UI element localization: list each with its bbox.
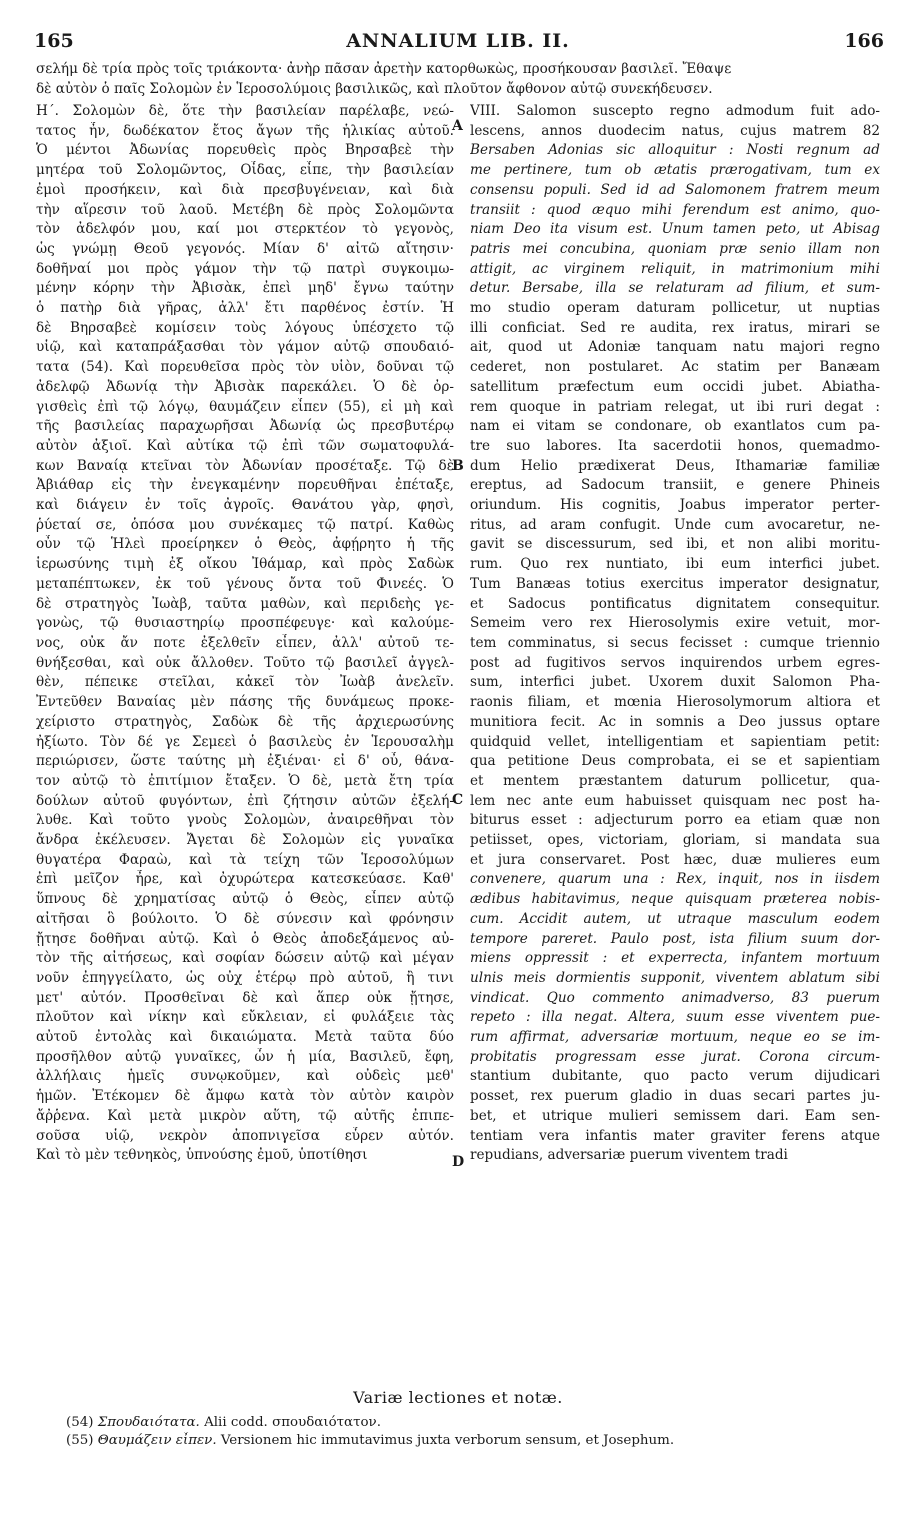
latin-text-line: munitiora fecit. Ac in somnis a Deo jussus optare — [470, 713, 880, 730]
note-number: (55) — [66, 1433, 94, 1448]
latin-text-line: raonis filiam, et mœnia Hierosolymorum altiora et — [470, 694, 880, 711]
greek-text-line: ἠξίωτο. Τὸν δέ γε Σεμεεὶ ὁ βασιλεὺς ἐν Ἱερουσαλὴμ — [36, 733, 454, 750]
latin-text-line: cum. Accidit autem, ut utraque masculum eodem — [470, 910, 880, 927]
greek-text-line: θνήξεσθαι, καὶ οὐκ ἄλλοθεν. Τοῦτο τῷ βασιλεῖ ἀγγελ- — [36, 654, 454, 671]
latin-text-line: tre suo labores. Ita sacerdotii honos, quemadmo- — [470, 437, 880, 454]
latin-text-line: tem comminatus, si secus fecisset : cumque triennio — [470, 634, 880, 651]
latin-text-line: miens oppressit : et experrecta, infantem mortuum — [470, 950, 880, 967]
latin-text-line: biturus esset : adjecturum porro ea etiam quæ non — [470, 812, 880, 829]
notes-heading: Variæ lectiones et notæ. — [353, 1388, 563, 1407]
latin-text-line: ereptus, ad Sadocum transiit, e genere Phineis — [470, 477, 880, 494]
latin-text-line: probitatis progressam esse jurat. Corona circum- — [470, 1048, 880, 1065]
latin-text-line: repeto : illa negat. Altera, suum esse viventem pue- — [470, 1009, 880, 1026]
greek-text-line: αὐτὸν ἀξιοῖ. Καὶ αὐτίκα τῷ ἐπὶ τῶν σωματοφυλά- — [36, 437, 454, 454]
latin-text-line: ritus, ad aram confugit. Unde cum avocaretur, ne- — [470, 516, 880, 533]
greek-text-line: θὲν, πέπεικε στεῖλαι, κἀκεῖ τὸν Ἰωὰβ ἀνελεῖν. — [36, 674, 454, 691]
latin-text-line: me pertinere, tum ob ætatis prærogativam, tum ex — [470, 162, 880, 179]
latin-text-line: sum, interfici jubet. Uxorem duxit Salomon Pha- — [470, 674, 880, 691]
greek-text-line: θυγατέρα Φαραὼ, καὶ τὰ τείχη τῶν Ἱεροσολύμων — [36, 851, 454, 868]
greek-text-line: μετ' αὐτόν. Προσθεῖναι δὲ καὶ ἅπερ οὐκ ᾔτησε, — [36, 989, 454, 1006]
page-number-left: 165 — [34, 30, 74, 52]
greek-text-line: Ἐντεῦθεν Βαναίας μὲν πάσης τῆς δυνάμεως προκε- — [36, 694, 454, 711]
latin-column — [470, 102, 880, 1166]
latin-text-line: Tum Banæas totius exercitus imperator designatur, — [470, 575, 880, 592]
greek-text-line: Ἀβιάθαρ εἰς τὴν ἐνεγκαμένην πορευθῆναι ἐπέταξε, — [36, 477, 454, 494]
note-item — [66, 1432, 876, 1450]
greek-text-line: ὕπνους δὲ χρηματίσας αὐτῷ ὁ Θεὸς, εἶπεν αὐτῷ — [36, 891, 454, 908]
greek-text-line: αὐτοῦ ἐντολὰς καὶ δικαιώματα. Μετὰ ταῦτα δύο — [36, 1029, 454, 1046]
greek-text-line: τὸν ἀδελφόν μου, καί μοι στερκτέον τὸ γεγονὸς, — [36, 221, 454, 238]
greek-text-line: ῥύεταί σε, ὁπόσα μου συνέκαμες τῷ πατρί. Καθὼς — [36, 516, 454, 533]
latin-text-line: dum Helio prædixerat Deus, Ithamariæ familiæ — [470, 457, 880, 474]
latin-text-line: convenere, quarum una : Rex, inquit, nos in iisdem — [470, 871, 880, 888]
greek-text-line: οὖν τῷ Ἡλεὶ προείρηκεν ὁ Θεὸς, ἀφῄρητο ἡ τῆς — [36, 536, 454, 553]
greek-text-line: υἱῷ, καὶ καταπράξασθαι τὸν γάμον αὐτῷ σπουδαιό- — [36, 339, 454, 356]
latin-text-line: mo studio operam daturam pollicetur, ut nuptias — [470, 300, 880, 317]
running-header — [30, 30, 886, 56]
greek-text-line: τὸν τῆς αἰτήσεως, καὶ σοφίαν δώσειν αὐτῷ καὶ μέγαν — [36, 950, 454, 967]
greek-text-line: τατα (54). Καὶ πορευθεῖσα πρὸς τὸν υἱὸν, δοῦναι τῷ — [36, 359, 454, 376]
greek-text-line: μένην κόρην τὴν Ἀβισὰκ, ἐπεὶ μηδ' ἔγνω ταύτην — [36, 280, 454, 297]
latin-text-line: oriundum. His cognitis, Joabus imperator perter- — [470, 497, 880, 514]
greek-text-line: γονὼς, τῷ θυσιαστηρίῳ προσπέφευγε· καὶ καλούμε- — [36, 615, 454, 632]
greek-text-line: χείριστο στρατηγὸς, Σαδὼκ δὲ τῆς ἀρχιερωσύνης — [36, 713, 454, 730]
greek-text-line: ᾔτησε δοθῆναι αὐτῷ. Καὶ ὁ Θεὸς ἀποδεξάμενος αὐ- — [36, 930, 454, 947]
note-text: Alii codd. σπουδαιότατον. — [204, 1415, 381, 1430]
latin-text-line: transiit : quod æquo mihi ferendum est animo, quo- — [470, 201, 880, 218]
greek-text-line: νος, οὐκ ἄν ποτε ἐξελθεῖν εἶπεν, ἀλλ' αὐτοῦ τε- — [36, 634, 454, 651]
latin-text-line: ædibus habitavimus, neque quisquam præterea nobis- — [470, 891, 880, 908]
latin-text-line: lem nec ante eum habuisset quisquam nec post ha- — [470, 792, 880, 809]
greek-text-line: Καὶ τὸ μὲν τεθνηκὸς, ὑπνούσης ἐμοῦ, ὑποτίθησι — [36, 1147, 368, 1164]
greek-text-line: μητέρα τοῦ Σολομῶντος, Οἶδας, εἶπε, τὴν βασιλείαν — [36, 162, 454, 179]
section-marker-c: C — [452, 792, 464, 808]
latin-text-line: ulnis meis dormientis supponit, viventem ablatum sibi — [470, 969, 880, 986]
greek-text-line: μεταπέπτωκεν, ἐκ τοῦ γένους ὄντα τοῦ Φινεές. Ὁ — [36, 575, 454, 592]
latin-text-line: niam Deo ita visum est. Unum tamen peto, ut Abisag — [470, 221, 880, 238]
section-marker-d: D — [452, 1154, 465, 1170]
latin-text-line: cederet, non postularet. Ac statim per Banæam — [470, 359, 880, 376]
greek-text-line: προσῆλθον αὐτῷ γυναῖκες, ὧν ἡ μία, Βασιλεῦ, ἔφη, — [36, 1048, 454, 1065]
latin-text-line: rum. Quo rex nuntiato, ibi eum interfici jubet. — [470, 556, 880, 573]
latin-text-line: lescens, annos duodecim natus, cujus matrem 82 — [470, 122, 880, 139]
greek-text-line: ἀδελφῷ Ἀδωνίᾳ τὴν Ἀβισὰκ παρεκάλει. Ὁ δὲ ὀρ- — [36, 378, 454, 395]
intro-paragraph — [36, 60, 890, 99]
latin-text-line: illi conficiat. Sed re audita, rex iratus, mirari se — [470, 319, 880, 336]
latin-text-line: repudians, adversariæ puerum viventem tradi — [470, 1147, 788, 1164]
greek-text-line: ὁ πατὴρ διὰ γῆρας, ἀλλ' ἔτι παρθένος ἐστίν. Ἡ — [36, 300, 454, 317]
greek-text-line: δὲ Βηρσαβεὲ κομίσειν τοὺς λόγους ὑπέσχετο τῷ — [36, 319, 454, 336]
intro-line: σελήμ δὲ τρία πρὸς τοῖς τριάκοντα· ἀνὴρ πᾶσαν ἀρετὴν κατορθωκὼς, προσήκουσαν βασιλεῖ. Ἔθαψε — [36, 61, 732, 77]
latin-text-line: posset, rex puerum gladio in duas secari partes ju- — [470, 1088, 880, 1105]
greek-text-line: λυθε. Καὶ τοῦτο γνοὺς Σολομὼν, ἀναιρεθῆναι τὸν — [36, 812, 454, 829]
greek-text-line: ἱερωσύνης τιμὴ ἐξ οἴκου Ἰθάμαρ, καὶ πρὸς Σαδὼκ — [36, 556, 454, 573]
notes-list — [66, 1414, 876, 1450]
greek-text-line: δὲ στρατηγὸς Ἰωὰβ, ταῦτα μαθὼν, καὶ περιδεὴς γε- — [36, 595, 454, 612]
latin-text-line: Bersaben Adonias sic alloquitur : Nosti regnum ad — [470, 142, 880, 159]
greek-text-line: καὶ διάγειν ἐν τοῖς ἀγροῖς. Θανάτου γὰρ, φησὶ, — [36, 497, 454, 514]
greek-text-line: κων Βαναίᾳ κτεῖναι τὸν Ἀδωνίαν προσέταξε. Τῷ δὲ — [36, 457, 454, 474]
latin-text-line: petiisset, opes, victoriam, gloriam, si mandata sua — [470, 832, 880, 849]
greek-text-line: Ὁ μέντοι Ἀδωνίας πορευθεὶς πρὸς Βηρσαβεὲ τὴν — [36, 142, 454, 159]
latin-text-line: tentiam vera infantis mater graviter ferens atque — [470, 1127, 880, 1144]
latin-text-line: detur. Bersabe, illa se relaturam ad filium, et sum- — [470, 280, 880, 297]
latin-text-line: stantium dubitante, quo pacto verum dijudicari — [470, 1068, 880, 1085]
section-marker-a: A — [452, 118, 463, 134]
latin-text-line: ait, quod ut Adoniæ tanquam natu majori regno — [470, 339, 880, 356]
greek-text-line: δούλων αὐτοῦ φυγόντων, ἐπὶ ζήτησιν αὐτῶν ἐξελή- — [36, 792, 454, 809]
greek-text-line: ἀλλήλαις ἡμεῖς συνῳκοῦμεν, καὶ οὐδεὶς μεθ' — [36, 1068, 454, 1085]
greek-text-line: πλοῦτον καὶ νίκην καὶ εὔκλειαν, εἰ φυλάξειε τὰς — [36, 1009, 454, 1026]
greek-text-line: ἄνδρα ἐκέλευσεν. Ἄγεται δὲ Σολομὼν εἰς γυναῖκα — [36, 832, 454, 849]
greek-text-line: Η΄. Σολομὼν δὲ, ὅτε τὴν βασιλείαν παρέλαβε, νεώ- — [36, 103, 454, 119]
note-number: (54) — [66, 1415, 94, 1430]
latin-text-line: qua petitione Deus comprobata, ei se et sapientiam — [470, 753, 880, 770]
greek-text-line: ἐμοὶ προσήκειν, καὶ διὰ πρεσβυγένειαν, καὶ διὰ — [36, 181, 454, 198]
note-text: Versionem hic immutavimus juxta verborum sensum, et Josephum. — [220, 1433, 675, 1448]
latin-text-line: et Sadocus pontificatus dignitatem consequitur. — [470, 595, 880, 612]
latin-text-line: gavit se discessurum, sed ibi, et non alibi moritu- — [470, 536, 880, 553]
latin-text-line: rum affirmat, adversariæ mortuum, neque eo se im- — [470, 1029, 880, 1046]
greek-text-line: σοῦσα υἱῷ, νεκρὸν ἀποπνιγεῖσα εὗρεν αὐτόν. — [36, 1127, 454, 1144]
latin-text-line: et jura conservaret. Post hæc, duæ mulieres eum — [470, 851, 880, 868]
latin-text-line: nam ei vitam se condonare, ob exantlatos cum pa- — [470, 418, 880, 435]
latin-text-line: et mentem præstantem daturum pollicetur, qua- — [470, 772, 880, 789]
latin-text-line: vindicat. Quo commento animadverso, 83 puerum — [470, 989, 880, 1006]
greek-text-line: τον αὐτῷ τὸ ἐπιτίμιον ἔταξεν. Ὁ δὲ, μετὰ ἔτη τρία — [36, 772, 454, 789]
greek-text-line: ἡμῶν. Ἐτέκομεν δὲ ἄμφω κατὰ τὸν αὐτὸν καιρὸν — [36, 1088, 454, 1105]
greek-text-line: ἄῤῥενα. Καὶ μετὰ μικρὸν αὕτη, τῷ αὐτῆς ἐπιπε- — [36, 1107, 454, 1124]
note-item — [66, 1414, 876, 1432]
greek-column — [36, 102, 454, 1166]
note-lemma: Σπουδαιότατα. — [97, 1415, 200, 1430]
greek-text-line: ἐπὶ μεῖζον ἦρε, καὶ ὀχυρώτερα κατεσκεύασε. Καθ' — [36, 871, 454, 888]
greek-text-line: τῆς βασιλείας παραχωρῆσαι Ἀδωνίᾳ ὡς πρεσβυτέρῳ — [36, 418, 454, 435]
latin-text-line: satellitum præfectum eum occidi jubet. Abiatha- — [470, 378, 880, 395]
greek-text-line: ὡς γνώμῃ Θεοῦ γεγονός. Μίαν δ' αἰτῶ αἴτησιν· — [36, 240, 454, 257]
latin-text-line: Semeim vero rex Hierosolymis exire vetuit, mor- — [470, 615, 880, 632]
greek-text-line: τὴν αἵρεσιν τοῦ λαοῦ. Μετέβη δὲ πρὸς Σολομῶντα — [36, 201, 454, 218]
intro-line: δὲ αὐτὸν ὁ παῖς Σολομὼν ἐν Ἱεροσολύμοις βασιλικῶς, καὶ πλοῦτον ἄφθονον αὐτῷ συνεκήδευσεν. — [36, 80, 713, 97]
latin-text-line: rem quoque in patriam relegat, ut ibi ruri degat : — [470, 398, 880, 415]
greek-text-line: γισθεὶς ἐπὶ τῷ λόγῳ, θαυμάζειν εἶπεν (55), εἰ μὴ καὶ — [36, 398, 454, 415]
section-marker-b: B — [452, 458, 464, 474]
latin-text-line: VIII. Salomon suscepto regno admodum fuit ado- — [470, 103, 880, 119]
greek-text-line: νοῦν ἐπηγγείλατο, ὡς οὐχ ἑτέρῳ πρὸ αὐτοῦ, ἢ τινι — [36, 969, 454, 986]
latin-text-line: quidquid vellet, intelligentiam et sapientiam petit: — [470, 733, 880, 750]
latin-text-line: attigit, ac virginem reliquit, in matrimonium mihi — [470, 260, 880, 277]
latin-text-line: post ad fugitivos servos inquirendos urbem egres- — [470, 654, 880, 671]
note-lemma: Θαυμάζειν εἶπεν. — [97, 1433, 217, 1448]
latin-text-line: tempore pareret. Paulo post, ista filium suum dor- — [470, 930, 880, 947]
greek-text-line: δοθῆναί μοι πρὸς γάμον τὴν τῷ πατρὶ συγκοιμω- — [36, 260, 454, 277]
latin-text-line: patris mei concubina, quoniam præ senio illam non — [470, 240, 880, 257]
latin-text-line: consensu populi. Sed id ad Salomonem fratrem meum — [470, 181, 880, 198]
running-title: ANNALIUM LIB. II. — [346, 30, 570, 52]
greek-text-line: αἰτῆσαι ὃ βούλοιτο. Ὁ δὲ σύνεσιν καὶ φρόνησιν — [36, 910, 454, 927]
page-number-right: 166 — [844, 30, 884, 52]
greek-text-line: περιώρισεν, ὥστε ταύτης μὴ ἐξιέναι· εἰ δ' οὖ, θάνα- — [36, 753, 454, 770]
latin-text-line: bet, et utrique mulieri semissem dari. Eam sen- — [470, 1107, 880, 1124]
greek-text-line: τατος ἦν, δωδέκατον ἔτος ἄγων τῆς ἡλικίας αὐτοῦ. — [36, 122, 454, 139]
